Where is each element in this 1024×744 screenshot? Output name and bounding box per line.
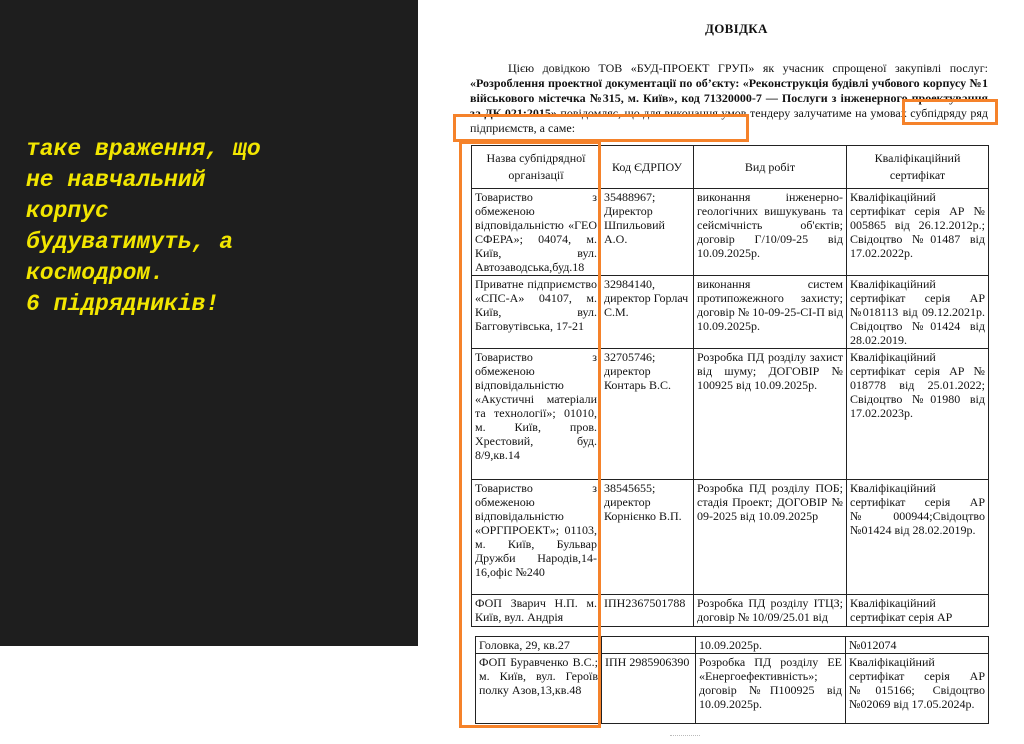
comment-line: будуватимуть, а — [26, 229, 234, 255]
row-cert: Кваліфікаційний сертифікат серія АР № 005865 від 26.12.2012р.; Свідоцтво №01487 від 17.02.2022р. — [847, 189, 989, 276]
row-code: 38545655; директор Корнієнко В.П. — [601, 480, 694, 595]
row-cert: Кваліфікаційний сертифікат серія АР №018113 від 09.12.2021р. Свідоцтво №01424 від 28.02.2019. — [847, 276, 989, 349]
row-work: виконання інженерно-геологічних вишукувань та сейсмічність об'єктів; договір Г/10/09-25 від 10.09.2025р. — [694, 189, 847, 276]
intro-bold-text: «Розроблення проектної документації по об’єкту: «Реконструкція будівлі учбового корпусу №1 військового містечка №315, м. Київ», код 71320000-7 — Послуги з інженерного проектування за ДК 021:2015» — [470, 76, 988, 120]
comment-panel — [0, 0, 418, 646]
intro-text: Цією довідкою ТОВ «БУД-ПРОЕКТ ГРУП» як учасник спрощеної закупівлі послуг: — [508, 61, 988, 75]
row-work: Розробка ПД розділу ПОБ; стадія Проект; ДОГОВІР № 09-2025 від 10.09.2025р — [694, 480, 847, 595]
row-name: Товариство з обмеженою відповідальністю «ГЕО СФЕРА»; 04074, м. Київ, вул. Автозаводська,буд.18 — [472, 189, 601, 276]
highlight-box-subcontract — [453, 114, 749, 142]
row-code: ІПН2367501788 — [601, 595, 694, 627]
page-edge-artifact — [670, 735, 700, 741]
row-work: Розробка ПД розділу ІТЦЗ; договір № 10/09/25.01 від — [694, 595, 847, 627]
row-cert: Кваліфікаційний сертифікат серія АР №000944;Свідоцтво №01424 від 28.02.2019р. — [847, 480, 989, 595]
comment-line: космодром. — [26, 260, 165, 286]
comment-line: 6 підрядників! — [26, 291, 220, 317]
row-name: Головка, 29, кв.27 — [476, 637, 602, 654]
row-code: 32705746; директор Контарь В.С. — [601, 349, 694, 480]
column-header-work: Вид робіт — [694, 146, 847, 189]
row-cert: Кваліфікаційний сертифікат серія АР № 018778 від 25.01.2022; Свідоцтво №01980 від 17.02.2023р. — [847, 349, 989, 480]
row-name: Товариство з обмеженою відповідальністю «ОРГПРОЕКТ»; 01103, м. Київ, Бульвар Дружби Народів,14-16,офіс №240 — [472, 480, 601, 595]
row-name: ФОП Зварич Н.П. м. Київ, вул. Андрія — [472, 595, 601, 627]
row-code: 32984140, директор Горлач С.М. — [601, 276, 694, 349]
row-cert: Кваліфікаційний сертифікат серія АР — [847, 595, 989, 627]
row-cert: №012074 — [846, 637, 989, 654]
row-code: 35488967; Директор Шпильовий А.О. — [601, 189, 694, 276]
row-work: Розробка ПД розділу ЕЕ «Енергоефективність»; договір №П100925 від 10.09.2025р. — [696, 654, 846, 724]
row-name: Товариство з обмеженою відповідальністю «Акустичні матеріали та технології»; 01010, м. Київ, пров. Хрестовий, буд. 8/9,кв.14 — [472, 349, 601, 480]
row-code: ІПН 2985906390 — [602, 654, 696, 724]
document-title: ДОВІДКА — [705, 21, 768, 36]
row-work: 10.09.2025р. — [696, 637, 846, 654]
column-header-name: Назва субпідрядної організації — [472, 146, 601, 189]
intro-text-end: повідомляє, що для виконання умов тендеру залучатиме на умовах субпідряду ряд підприємств, а саме: — [470, 106, 989, 135]
comment-line: таке враження, що — [26, 136, 261, 162]
column-header-code: Код ЄДРПОУ — [601, 146, 694, 189]
row-name: Приватне підприємство «СПС-А» 04107, м. Київ, вул. Багговутівська, 17-21 — [472, 276, 601, 349]
row-name: ФОП Буравченко В.С.; м. Київ, вул. Героїв полку Азов,13,кв.48 — [476, 654, 602, 724]
highlight-box-subcontractor-column — [459, 141, 601, 728]
row-cert: Кваліфікаційний сертифікат серія АР №015166; Свідоцтво №02069 від 17.05.2024р. — [846, 654, 989, 724]
highlight-box-participation — [902, 99, 998, 125]
row-code — [602, 637, 696, 654]
column-header-cert: Кваліфікаційний сертифікат — [847, 146, 989, 189]
comment-line: корпус — [26, 198, 109, 224]
comment-line: не навчальний — [26, 167, 206, 193]
comment-text — [26, 134, 406, 320]
row-work: Розробка ПД розділу захист від шуму; ДОГОВІР № 100925 від 10.09.2025р. — [694, 349, 847, 480]
row-work: виконання систем протипожежного захисту; договір № 10-09-25-СІ-П від 10.09.2025р. — [694, 276, 847, 349]
